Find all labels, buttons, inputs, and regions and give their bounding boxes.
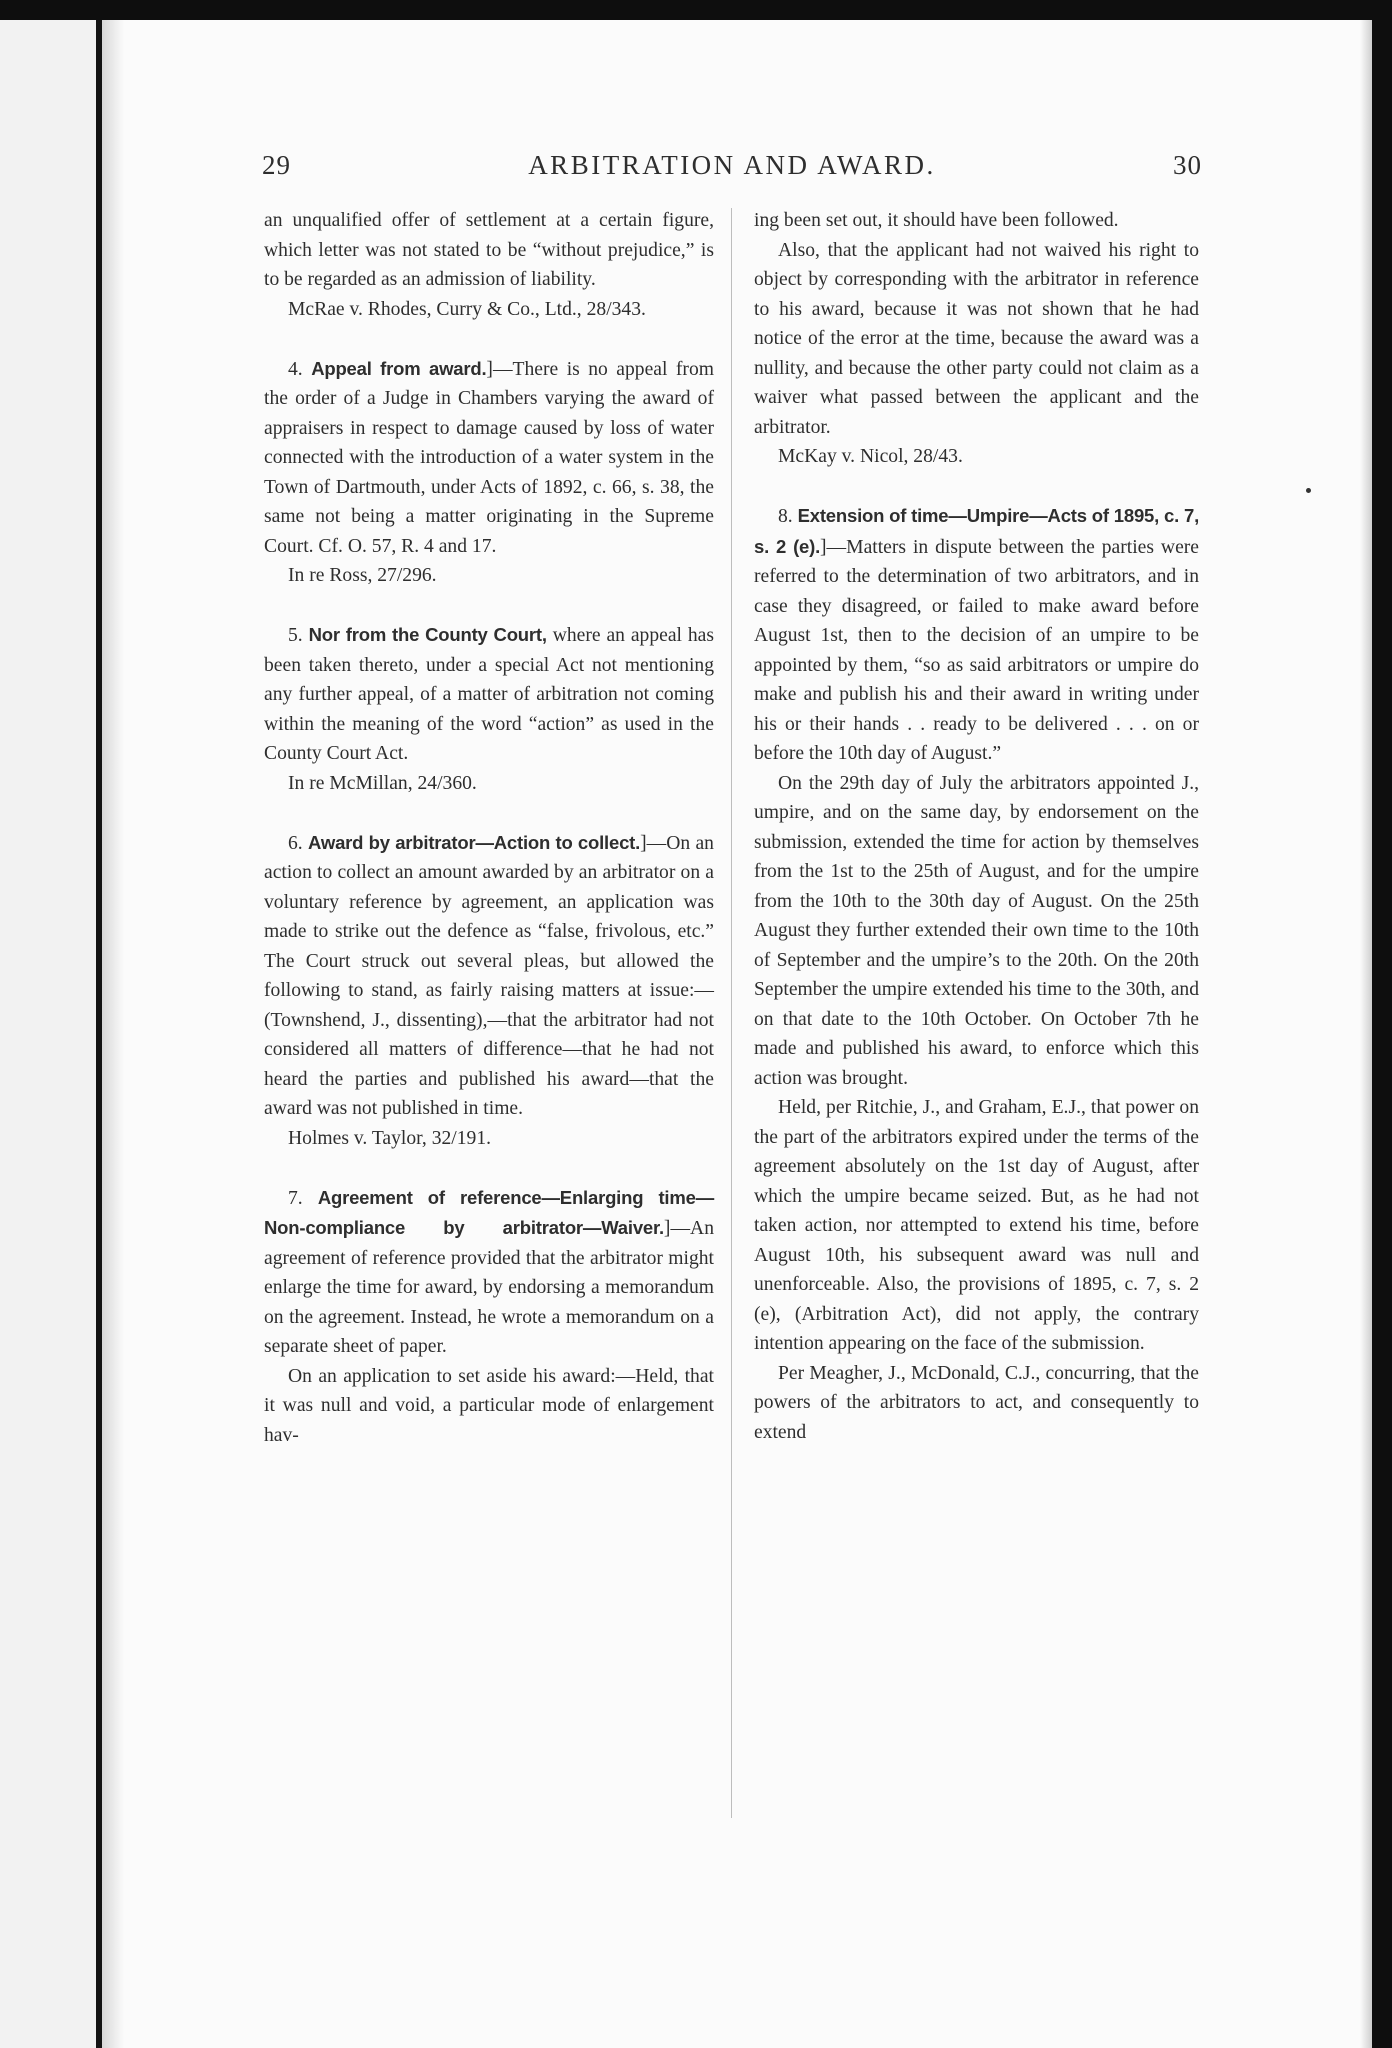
section-7 <box>264 1183 714 1362</box>
page-edge-shadow <box>1360 20 1372 2048</box>
paragraph: ing been set out, it should have been followed. <box>754 210 1119 231</box>
section-text: ]—Matters in dispute between the parties were referred to the determination of two arbitrators, and in case they disagreed, or failed to make award before August 1st, then to the decision of an umpire to be appointed by them, “so as said arbitrators or umpire do make and publish his and their award in writing under his or their hands . . ready to be delivered . . . on or before the 10th day of August.” <box>754 536 1199 764</box>
case-citation: Holmes v. Taylor, 32/191. <box>288 1127 492 1149</box>
right-column <box>754 206 1199 1447</box>
case-citation: In re Ross, 27/296. <box>288 565 437 586</box>
column-rule <box>731 208 732 1818</box>
section-4 <box>264 354 714 562</box>
case-citation: In re McMillan, 24/360. <box>288 772 477 794</box>
right-page-number: 30 <box>1173 150 1202 180</box>
left-page-number: 29 <box>262 150 291 180</box>
left-column <box>264 206 714 1450</box>
section-text: ]—On an action to collect an amount awarded by an arbitrator on a voluntary reference by agreement, an application was made to strike out the defence as “false, frivolous, etc.” The Court struck out several pleas, but allowed the following to stand, as fairly raising matters at issue:—(Townshend, J., dissenting),—that the arbitrator had not considered all matters of difference—that he had not heard the parties and published his award—that the award was not published in time. <box>264 832 714 1119</box>
section-text: ]—An agreement of reference provided that the arbitrator might enlarge the time for award, by endorsing a memorandum on the agreement. Instead, he wrote a memorandum on a separate sheet of paper. <box>264 1218 714 1357</box>
paragraph: an unqualified offer of settlement at a certain figure, which letter was not stated to be “without prejudice,” is to be regarded as an admission of liability. <box>264 210 714 290</box>
scan-speck <box>1306 488 1311 493</box>
section-heading: Extension of time—Umpire—Acts of 1895, c. 7, s. 2 (e). <box>754 505 1200 557</box>
section-number: 8. <box>778 506 793 527</box>
section-heading: Appeal from award. <box>311 357 487 379</box>
paragraph: Also, that the applicant had not waived his right to object by corresponding with the arbitrator in reference to his award, because it was not shown that he had notice of the error at the time, because the award was a nullity, and because the other party could not claim as a waiver what passed between the applicant and the arbitrator. <box>754 239 1199 438</box>
section-number: 5. <box>288 625 303 646</box>
section-text: ]—There is no appeal from the order of a Judge in Chambers varying the award of appraisers in respect to damage caused by loss of water connected with the introduction of a water system in the Town of Dartmouth, under Acts of 1892, c. 66, s. 38, the same not being a matter originating in the Supreme Court. Cf. O. 57, R. 4 and 17. <box>264 358 714 557</box>
running-head <box>262 150 1202 190</box>
section-8 <box>754 501 1199 769</box>
case-citation: McKay v. Nicol, 28/43. <box>778 446 963 467</box>
paragraph: On an application to set aside his award:—Held, that it was null and void, a particular mode of enlargement hav- <box>264 1365 714 1446</box>
paragraph: On the 29th day of July the arbitrators appointed J., umpire, and on the same day, by endorsement on the submission, extended the time for action by themselves from the 1st to the 25th of August, and for the umpire from the 10th to the 30th day of August. On the 25th August they further extended their own time to the 10th of September and the umpire’s to the 20th. On the 20th September the umpire extended his time to the 30th, and on that date to the 10th October. On October 7th he made and published his award, to enforce which this action was brought. <box>754 772 1199 1089</box>
section-heading: Award by arbitrator—Action to collect. <box>308 831 641 853</box>
section-text: where an appeal has been taken thereto, under a special Act not mentioning any further appeal, of a matter of arbitration not coming within the meaning of the word “action” as used in the County Court Act. <box>264 625 714 764</box>
section-number: 6. <box>288 832 303 854</box>
page-title: ARBITRATION AND AWARD. <box>528 150 936 180</box>
paragraph: Held, per Ritchie, J., and Graham, E.J., that power on the part of the arbitrators expired under the terms of the agreement absolutely on the 1st day of August, after which the umpire became seized. But, as he had not taken action, nor attempted to extend his time, before August 10th, his subsequent award was null and unenforceable. Also, the provisions of 1895, c. 7, s. 2 (e), (Arbitration Act), did not apply, the contrary intention appearing on the face of the submission. <box>754 1097 1199 1354</box>
scan-border-top <box>0 0 1392 20</box>
paragraph: Per Meagher, J., McDonald, C.J., concurring, that the powers of the arbitrators to act, and consequently to extend <box>754 1362 1199 1443</box>
section-5 <box>264 620 714 769</box>
case-citation: McRae v. Rhodes, Curry & Co., Ltd., 28/343. <box>288 298 646 320</box>
scan-border-right <box>1372 0 1392 2048</box>
previous-page-edge <box>0 20 96 2048</box>
section-heading: Nor from the County Court, <box>308 624 547 645</box>
gutter-shadow <box>102 20 124 2048</box>
section-heading: Agreement of reference—Enlarging time—Non-compliance by arbitrator—Waiver. <box>264 1186 714 1238</box>
section-number: 4. <box>288 358 303 380</box>
section-number: 7. <box>288 1187 303 1209</box>
section-6 <box>264 828 714 1124</box>
